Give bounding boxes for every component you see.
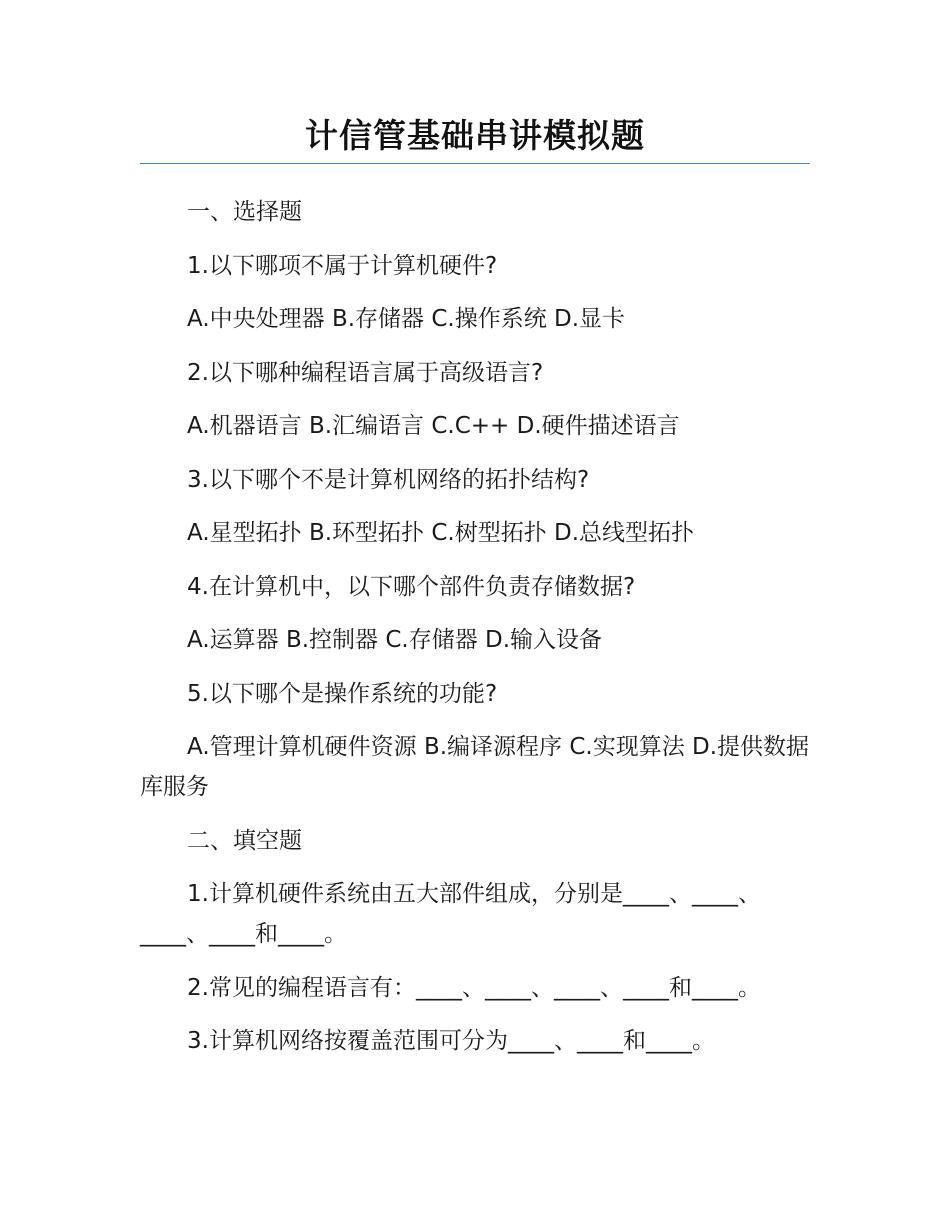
- document-title: 计信管基础串讲模拟题: [305, 116, 645, 155]
- title-divider: [140, 163, 810, 164]
- section-heading-choice: 一、选择题: [187, 199, 302, 225]
- section-heading-fill: 二、填空题: [187, 827, 302, 854]
- question-4: 4.在计算机中，以下哪个部件负责存储数据?: [187, 573, 636, 600]
- question-1: 1.以下哪项不属于计算机硬件?: [187, 252, 498, 279]
- options-3: A.星型拓扑 B.环型拓扑 C.树型拓扑 D.总线型拓扑: [187, 520, 695, 546]
- fill-question-1: 1.计算机硬件系统由五大部件组成，分别是____、____、____、____和____。: [140, 881, 761, 947]
- fill-question-2: 2.常见的编程语言有：____、____、____、____和____。: [187, 974, 761, 1001]
- document-body: [140, 192, 810, 1075]
- fill-question-3: 3.计算机网络按覆盖范围可分为____、____和____。: [187, 1028, 715, 1054]
- options-4: A.运算器 B.控制器 C.存储器 D.输入设备: [187, 627, 603, 653]
- question-5: 5.以下哪个是操作系统的功能?: [187, 680, 498, 707]
- question-3: 3.以下哪个不是计算机网络的拓扑结构?: [187, 466, 590, 493]
- options-2: A.机器语言 B.汇编语言 C.C++ D.硬件描述语言: [187, 413, 680, 439]
- options-5: A.管理计算机硬件资源 B.编译源程序 C.实现算法 D.提供数据库服务: [140, 734, 810, 800]
- question-2: 2.以下哪种编程语言属于高级语言?: [187, 359, 544, 386]
- options-1: A.中央处理器 B.存储器 C.操作系统 D.显卡: [187, 306, 626, 332]
